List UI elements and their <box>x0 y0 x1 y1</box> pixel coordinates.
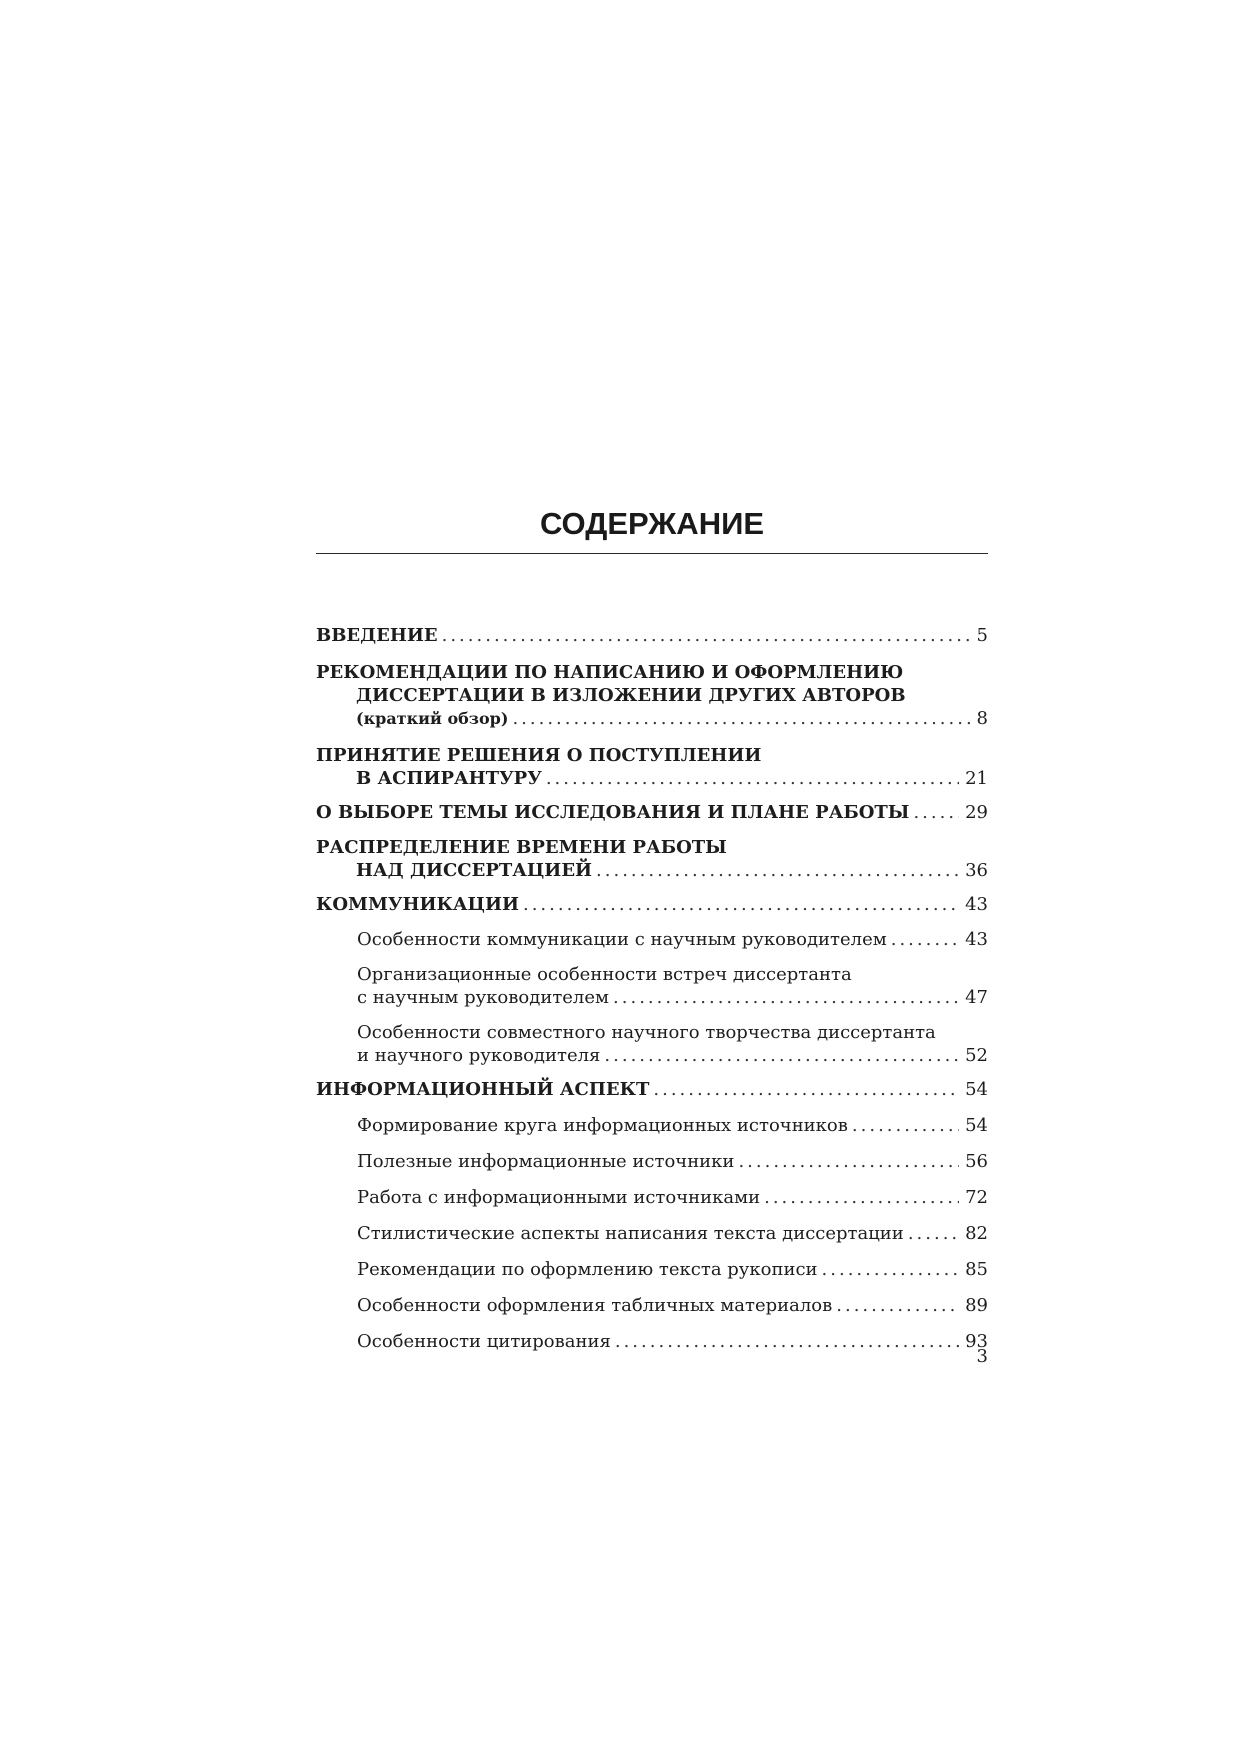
toc-entry[interactable] <box>357 1186 988 1209</box>
toc-entry[interactable] <box>316 624 988 647</box>
dot-leader <box>604 1044 959 1067</box>
dot-leader <box>836 1294 959 1317</box>
toc-entry[interactable] <box>316 1078 988 1101</box>
toc-page-number: 47 <box>965 987 988 1008</box>
toc-entry-title: Рекомендации по оформлению текста рукописи <box>357 1259 818 1280</box>
toc-entry-title: ДИССЕРТАЦИИ В ИЗЛОЖЕНИИ ДРУГИХ АВТОРОВ <box>356 685 906 706</box>
toc-page-number: 82 <box>965 1223 988 1244</box>
toc-entry-title: ПРИНЯТИЕ РЕШЕНИЯ О ПОСТУПЛЕНИИ <box>316 745 762 766</box>
toc-page-number: 5 <box>976 625 988 646</box>
toc-page-number: 36 <box>965 860 988 881</box>
toc-entry[interactable] <box>316 836 988 882</box>
toc-entry-title: НАД ДИССЕРТАЦИЕЙ <box>356 860 593 881</box>
toc-page-number: 72 <box>965 1187 988 1208</box>
toc-page-number: 8 <box>976 708 988 729</box>
dot-leader <box>738 1150 959 1173</box>
toc-entry-title: Особенности совместного научного творчества диссертанта <box>357 1022 936 1043</box>
toc-entry-title: с научным руководителем <box>357 987 610 1008</box>
toc-entry-title: РЕКОМЕНДАЦИИ ПО НАПИСАНИЮ И ОФОРМЛЕНИЮ <box>316 662 904 683</box>
dot-leader <box>764 1186 959 1209</box>
table-of-contents <box>316 612 988 1353</box>
dot-leader <box>523 893 959 916</box>
toc-entry[interactable] <box>357 1021 988 1067</box>
toc-entry-title: В АСПИРАНТУРУ <box>356 768 542 789</box>
toc-entry[interactable] <box>357 1114 988 1137</box>
dot-leader <box>442 624 971 647</box>
toc-entry-title: КОММУНИКАЦИИ <box>316 894 519 915</box>
dot-leader <box>891 928 959 951</box>
toc-entry-title: Работа с информационными источниками <box>357 1187 761 1208</box>
toc-entry[interactable] <box>357 1294 988 1317</box>
toc-entry-title: Особенности оформления табличных материалов <box>357 1295 833 1316</box>
toc-entry-title: (краткий обзор) <box>356 709 509 728</box>
dot-leader <box>913 801 959 824</box>
toc-page-number: 89 <box>965 1295 988 1316</box>
toc-entry[interactable] <box>316 744 988 790</box>
dot-leader <box>615 1330 959 1353</box>
toc-entry[interactable] <box>316 661 988 730</box>
toc-page-number: 43 <box>965 894 988 915</box>
toc-entry-title: О ВЫБОРЕ ТЕМЫ ИССЛЕДОВАНИЯ И ПЛАНЕ РАБОТЫ <box>316 802 910 823</box>
toc-page-number: 54 <box>965 1115 988 1136</box>
toc-entry-title: Организационные особенности встреч диссертанта <box>357 964 852 985</box>
title-rule <box>316 553 988 554</box>
toc-page-number: 52 <box>965 1045 988 1066</box>
toc-entry[interactable] <box>316 893 988 916</box>
toc-entry[interactable] <box>316 801 988 824</box>
dot-leader <box>908 1222 959 1245</box>
toc-page-number: 21 <box>965 768 988 789</box>
toc-entry[interactable] <box>357 928 988 951</box>
dot-leader <box>613 986 959 1009</box>
toc-page-number: 56 <box>965 1151 988 1172</box>
toc-entry[interactable] <box>357 963 988 1009</box>
dot-leader <box>822 1258 960 1281</box>
toc-page-number: 85 <box>965 1259 988 1280</box>
toc-entry[interactable] <box>357 1330 988 1353</box>
toc-entry-title: Особенности коммуникации с научным руководителем <box>357 929 887 950</box>
toc-page-number: 93 <box>965 1331 988 1352</box>
page-title: СОДЕРЖАНИЕ <box>539 506 765 541</box>
page-number: 3 <box>976 1346 988 1367</box>
toc-entry-title: Стилистические аспекты написания текста диссертации <box>357 1223 904 1244</box>
toc-entry-title: РАСПРЕДЕЛЕНИЕ ВРЕМЕНИ РАБОТЫ <box>316 837 727 858</box>
dot-leader <box>596 859 959 882</box>
toc-entry-title: и научного руководителя <box>357 1045 601 1066</box>
toc-entry[interactable] <box>357 1150 988 1173</box>
toc-entry-title: Полезные информационные источники <box>357 1151 735 1172</box>
dot-leader <box>546 767 959 790</box>
toc-entry-title: Формирование круга информационных источников <box>357 1115 848 1136</box>
toc-entry-title: Особенности цитирования <box>357 1331 611 1352</box>
toc-entry-title: ИНФОРМАЦИОННЫЙ АСПЕКТ <box>316 1079 650 1100</box>
dot-leader <box>512 707 970 730</box>
dot-leader <box>852 1114 959 1137</box>
toc-entry-title: ВВЕДЕНИЕ <box>316 625 438 646</box>
toc-entry[interactable] <box>357 1258 988 1281</box>
toc-entry[interactable] <box>357 1222 988 1245</box>
toc-page-number: 54 <box>965 1079 988 1100</box>
toc-page-number: 43 <box>965 929 988 950</box>
dot-leader <box>653 1078 959 1101</box>
toc-page-number: 29 <box>965 802 988 823</box>
